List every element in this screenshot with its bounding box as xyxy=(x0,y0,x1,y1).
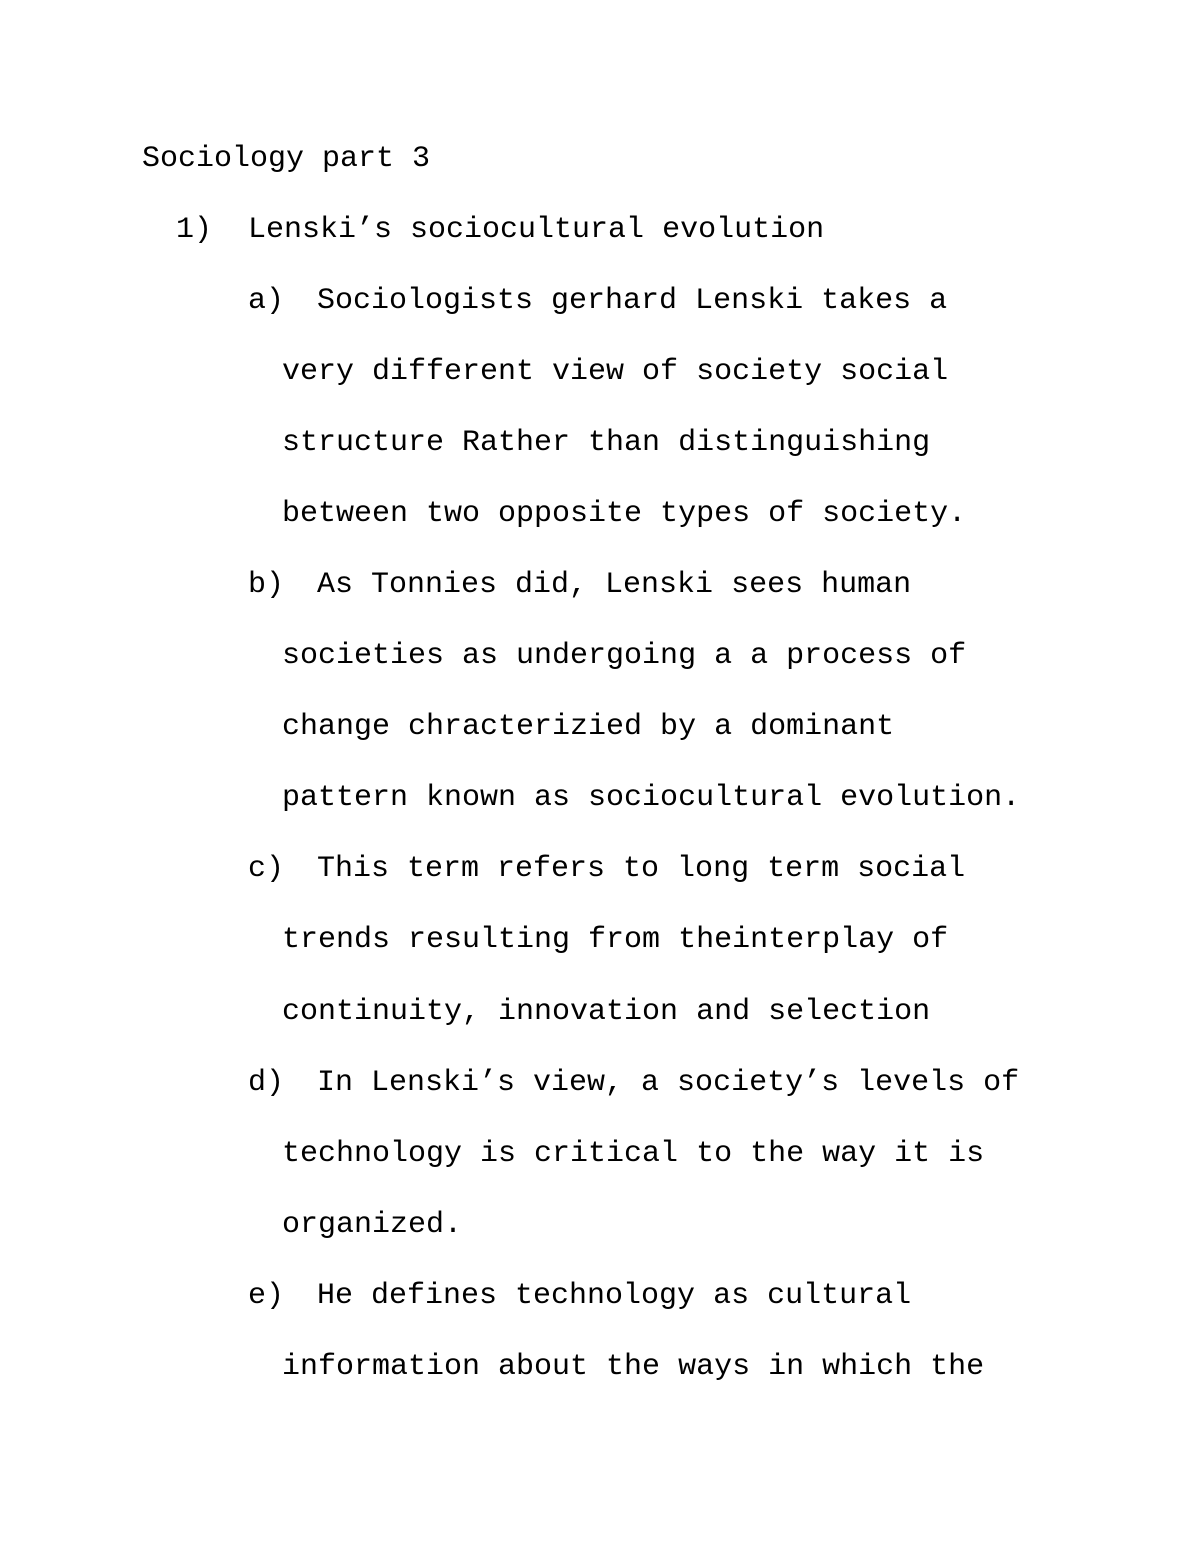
subitem-line: This term refers to long term social xyxy=(317,852,966,886)
item-heading: Lenski’s sociocultural evolution xyxy=(248,213,825,247)
subitem-line: continuity, innovation and selection xyxy=(282,995,931,1029)
item-number: 1) xyxy=(176,213,213,247)
subitem-line: He defines technology as cultural xyxy=(317,1279,912,1313)
subitem-label: a) xyxy=(248,284,285,318)
subitem-line: very different view of society social xyxy=(282,355,949,389)
subitem-label: b) xyxy=(248,568,285,602)
subitem-line: As Tonnies did, Lenski sees human xyxy=(317,568,912,602)
subitem-line: between two opposite types of society. xyxy=(282,497,967,531)
subitem-label: d) xyxy=(248,1066,285,1100)
subitem-line: In Lenski’s view, a society’s levels of xyxy=(317,1066,1020,1100)
subitem-line: technology is critical to the way it is xyxy=(282,1137,985,1171)
subitem-line: organized. xyxy=(282,1208,463,1242)
subitem-line: Sociologists gerhard Lenski takes a xyxy=(317,284,948,318)
subitem-label: c) xyxy=(248,852,285,886)
subitem-line: structure Rather than distinguishing xyxy=(282,426,931,460)
subitem-line: societies as undergoing a a process of xyxy=(282,639,967,673)
page-title: Sociology part 3 xyxy=(142,142,431,176)
subitem-line: information about the ways in which the xyxy=(282,1350,985,1384)
subitem-label: e) xyxy=(248,1279,285,1313)
subitem-line: trends resulting from theinterplay of xyxy=(282,923,949,957)
subitem-line: pattern known as sociocultural evolution. xyxy=(282,781,1021,815)
subitem-line: change chracterizied by a dominant xyxy=(282,710,895,744)
